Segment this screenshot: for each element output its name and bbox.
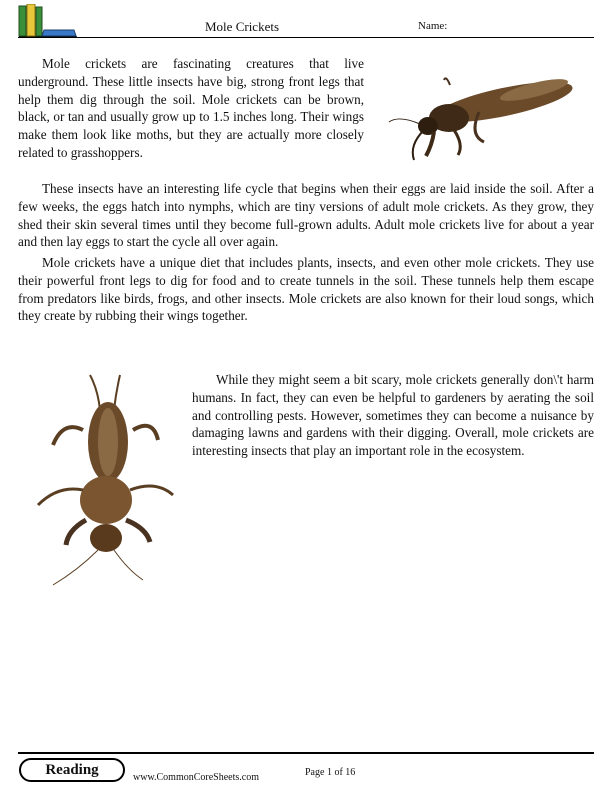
- paragraph-1: Mole crickets are fascinating creatures that live underground. These little insects have big, strong front legs that help them dig through the soil. Mole crickets can be brown, black, or tan and usually grow up to 1.5 inches long. Their wings make them look like moths, but they are actually more closely related to grasshoppers.: [18, 56, 364, 160]
- footer-divider: [18, 752, 594, 754]
- name-label: Name:: [418, 20, 448, 32]
- paragraph-4: While they might seem a bit scary, mole crickets generally don\'t harm humans. In fact, they can even be helpful to gardeners by aerating the soil and controlling pests. However, sometimes they can become a nuisance by damaging lawns and gardens with their digging. Overall, mole crickets are interesting insects that play an important role in the ecosystem.: [192, 372, 594, 459]
- page-title: Mole Crickets: [205, 19, 280, 34]
- page-header: [0, 0, 612, 40]
- books-logo-icon: [18, 4, 78, 38]
- reading-badge: Reading: [19, 758, 125, 782]
- paragraph-2: These insects have an interesting life cycle that begins when their eggs are laid inside the soil. After a few weeks, the eggs hatch into nymphs, which are tiny versions of adult mole crickets. As they grow, they shed their skin several times until they become full-grown adults. Adult mole crickets live for about a year and then lay eggs to start the cycle all over again.: [18, 181, 594, 250]
- site-url: www.CommonCoreSheets.com: [133, 772, 260, 783]
- page-number: Page 1 of 16: [305, 767, 356, 778]
- paragraph-3: Mole crickets have a unique diet that includes plants, insects, and even other mole crickets. They use their powerful front legs to dig for food and to create tunnels in the soil. These tunnels help them escape from predators like birds, frogs, and other insects. Mole crickets are also known for their loud songs, which they create by rubbing their wings together.: [18, 255, 594, 324]
- header-divider: [18, 37, 594, 38]
- mole-cricket-top-image: [28, 370, 188, 590]
- mole-cricket-side-image: [384, 60, 584, 165]
